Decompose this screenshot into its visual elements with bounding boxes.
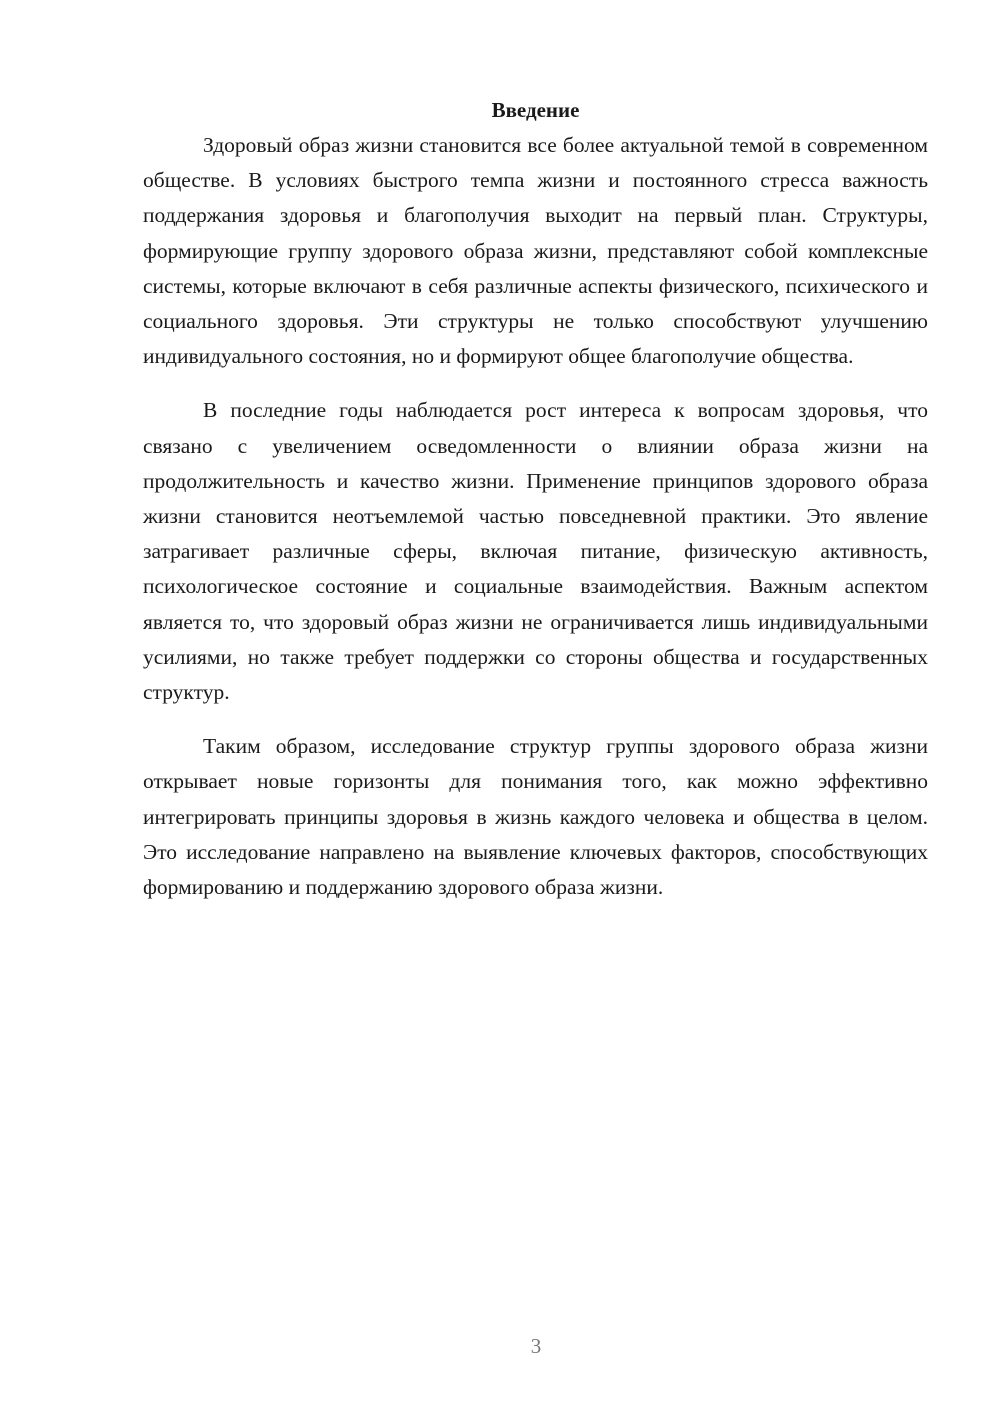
paragraph-2: В последние годы наблюдается рост интереса к вопросам здоровья, что связано с увеличением осведомленности о влиянии образа жизни на продолжительность и качество жизни. Применение принципов здорового образа жизни становится неотъемлемой частью повседневной практики. Это явление затрагивает различные сферы, включая питание, физическую активность, психологическое состояние и социальные взаимодействия. Важным аспектом является то, что здоровый образ жизни не ограничивается лишь индивидуальными усилиями, но также требует поддержки со стороны общества и государственных структур. [143, 398, 928, 705]
paragraph-3: Таким образом, исследование структур группы здорового образа жизни открывает новые горизонты для понимания того, как можно эффективно интегрировать принципы здоровья в жизнь каждого человека и общества в целом. Это исследование направлено на выявление ключевых факторов, способствующих формированию и поддержанию здорового образа жизни. [143, 734, 928, 900]
page-number: 3 [530, 1334, 542, 1358]
page-content [143, 92, 928, 924]
section-heading: Введение [491, 98, 580, 122]
paragraph-1: Здоровый образ жизни становится все более актуальной темой в современном обществе. В условиях быстрого темпа жизни и постоянного стресса важность поддержания здоровья и благополучия выходит на первый план. Структуры, формирующие группу здорового образа жизни, представляют собой комплексные системы, которые включают в себя различные аспекты физического, психического и социального здоровья. Эти структуры не только способствуют улучшению индивидуального состояния, но и формируют общее благополучие общества. [143, 133, 928, 369]
